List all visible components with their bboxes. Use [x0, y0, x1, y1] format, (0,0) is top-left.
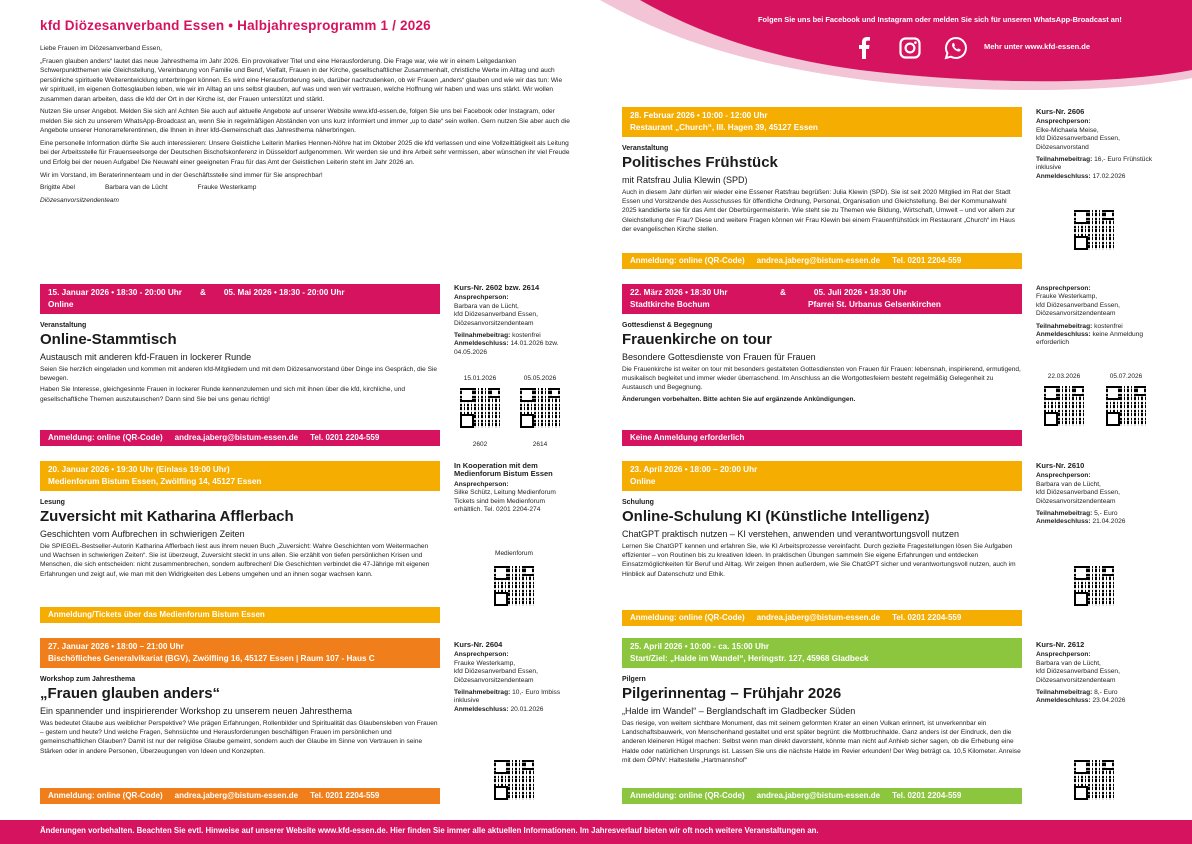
- event-title: Politisches Frühstück: [622, 154, 778, 171]
- event-frauen-glauben-anders: [40, 638, 440, 806]
- event-location: Bischöfliches Generalvikariat (BGV), Zwölfling 16, 45127 Essen | Raum 107 - Haus C: [48, 654, 375, 663]
- email-link[interactable]: andrea.jaberg@bistum-essen.de: [174, 791, 299, 800]
- event-description: [40, 719, 440, 756]
- contact-role: Diözesanvorsitzendenteam: [454, 319, 534, 327]
- signature-name: Frauke Westerkamp: [197, 184, 257, 192]
- phone-number: Tel. 0201 2204-559: [892, 791, 962, 800]
- course-number: Kurs-Nr. 2602 bzw. 2614: [454, 283, 540, 292]
- event-description-text: Was bedeutet Glaube aus weiblicher Perspektive? Wie prägen Erfahrungen, Rollenbilder und Spiritualität das Glaubensleben von Frauen – gestern und heute? Und welche Fragen, Sehnsüchte und Herausforderungen beschäftigen Frauen im persönlichen und gemeinschaftlichen Glauben? Damit ist nur der religiöse Glaube gemeint, sondern auch der Glaube im Sinne von Vertrauen in seine Stärken oder in andere Personen, Überzeugungen von Ideen und Konzepten.: [40, 720, 438, 755]
- event-description-text: Seien Sie herzlich eingeladen und kommen mit anderen kfd-Mitgliedern und mit dem Diözesanvorstand über Dinge ins Gespräch, die Sie bewegen.: [40, 366, 438, 383]
- event-date-bar: [40, 638, 440, 668]
- qr-code-2610[interactable]: [1074, 566, 1114, 606]
- event-category: Schulung: [622, 499, 654, 506]
- contact-label: Ansprechperson:: [1036, 118, 1091, 126]
- fee-value: kostenfrei: [510, 332, 541, 340]
- event-title: Online-Schulung KI (Künstliche Intelligenz): [622, 508, 930, 525]
- fee-value: 16,- Euro Frühstück inklusive: [1036, 156, 1153, 172]
- contact-org: kfd Diözesanverband Essen,: [454, 668, 538, 676]
- qr-date: 05.07.2026: [1109, 373, 1143, 380]
- event-online-schulung-ki: [622, 461, 1022, 627]
- social-banner-text: Folgen Sie uns bei Facebook und Instagram oder melden Sie sich für unseren WhatsApp-Broadcast an!: [758, 15, 1122, 24]
- contact-org: kfd Diözesanverband Essen,: [1036, 301, 1120, 309]
- event-title: Frauenkirche on tour: [622, 331, 773, 348]
- contact-label: Ansprechperson:: [1036, 651, 1091, 659]
- phone-number: Tel. 0201 2204-559: [892, 613, 962, 622]
- event-date: 28. Februar 2026 • 10:00 - 12:00 Uhr: [630, 111, 768, 120]
- event-location: Online: [48, 300, 74, 309]
- fee-label: Teilnahmebeitrag:: [1036, 322, 1093, 330]
- contact-role: Diözesanvorsitzendenteam: [1036, 676, 1116, 684]
- registration-bar: [622, 430, 1022, 446]
- event-description: [622, 188, 1022, 234]
- contact-name: Elke-Michaela Meise,: [1036, 126, 1099, 134]
- qr-caption: 2614: [532, 441, 548, 448]
- qr-code-2602[interactable]: [460, 388, 500, 428]
- event-location: Restaurant „Church“, III. Hagen 39, 45127 Essen: [630, 123, 818, 132]
- deadline-label: Anmeldeschluss:: [1036, 697, 1091, 705]
- event-date: 15. Januar 2026 • 18:30 - 20:00 Uhr: [48, 288, 182, 297]
- event-category: Lesung: [40, 499, 65, 506]
- event-subtitle: Austausch mit anderen kfd-Frauen in lockerer Runde: [40, 352, 252, 362]
- deadline-label: Anmeldeschluss:: [1036, 518, 1091, 526]
- contact-label: Ansprechperson:: [454, 480, 509, 488]
- event-description-text: Haben Sie Interesse, gleichgesinnte Frauen in lockerer Runde kennenzulernen und sich mit ihnen über die kfd, kirchliche, und gesellschaftliche Themen auszutauschen? Dann sind Sie bei uns genau richtig!: [40, 386, 406, 403]
- fee-label: Teilnahmebeitrag:: [1036, 689, 1093, 697]
- event-subtitle: ChatGPT praktisch nutzen – KI verstehen, anwenden und verantwortungsvoll nutzen: [622, 529, 960, 539]
- email-link[interactable]: andrea.jaberg@bistum-essen.de: [756, 613, 881, 622]
- qr-date: 05.05.2026: [523, 375, 557, 382]
- email-link[interactable]: andrea.jaberg@bistum-essen.de: [756, 791, 881, 800]
- event-date-bar: [622, 638, 1022, 668]
- fee-label: Teilnahmebeitrag:: [454, 689, 511, 697]
- event-date-bar: [622, 284, 1022, 314]
- event-location: Start/Ziel: „Halde im Wandel“, Heringstr. 127, 45968 Gladbeck: [630, 654, 869, 663]
- intro-letter: [40, 44, 572, 208]
- registration-label: Anmeldung: online (QR-Code): [630, 791, 745, 800]
- registration-bar[interactable]: [622, 610, 1022, 626]
- event-category: Pilgern: [622, 676, 646, 683]
- qr-caption: Medienforum: [495, 550, 533, 557]
- phone-number: Tel. 0201 2204-559: [892, 256, 962, 265]
- fee-value: 8,- Euro: [1092, 689, 1118, 697]
- contact-org: kfd Diözesanverband Essen,: [1036, 489, 1120, 497]
- qr-date: 22.03.2026: [1047, 373, 1081, 380]
- phone-number: Tel. 0201 2204-559: [310, 433, 380, 442]
- event-subtitle: Geschichten vom Aufbrechen in schwierigen Zeiten: [40, 529, 245, 539]
- contact-role: Diözesanvorsitzendenteam: [454, 676, 534, 684]
- qr-code-frauenkirche-1[interactable]: [1044, 386, 1084, 426]
- qr-code-2614[interactable]: [520, 388, 560, 428]
- course-number: Kurs-Nr. 2612: [1036, 640, 1085, 649]
- event-date: 23. April 2026 • 18:00 – 20:00 Uhr: [630, 465, 758, 474]
- course-number: Kurs-Nr. 2610: [1036, 461, 1085, 470]
- facebook-icon[interactable]: [852, 36, 876, 60]
- signature-name: Barbara van de Lücht: [104, 184, 168, 192]
- ampersand: &: [199, 288, 206, 297]
- registration-bar[interactable]: [622, 253, 1022, 269]
- fee-value: 10,- Euro Imbiss inklusive: [454, 689, 561, 705]
- event-frauenkirche-on-tour: [622, 284, 1022, 450]
- event-date: 05. Juli 2026 • 18:30 Uhr: [813, 288, 907, 297]
- instagram-icon[interactable]: [898, 36, 922, 60]
- contact-role: Diözesanvorsitzendenteam: [1036, 497, 1116, 505]
- fee-label: Teilnahmebeitrag:: [1036, 510, 1093, 518]
- fee-label: Teilnahmebeitrag:: [1036, 156, 1093, 164]
- signature-role: Diözesanvorsitzendenteam: [40, 196, 119, 204]
- qr-code-medienforum[interactable]: [494, 566, 534, 606]
- contact-org: kfd Diözesanverband Essen,: [1036, 135, 1120, 143]
- intro-paragraph: „Frauen glauben anders“ lautet das neue Jahresthema im Jahr 2026. Ein provokativer Titel und eine Herausforderung. Die Frage war, wie wir in einem Leitgedanken Schwerpunktthemen wie Gleichstellung, Vereinbarung von Familie und Beruf, Vielfalt, Frauen in der Kirche, gesellschaftlicher Zusammenhalt, christliche Werte im Alltag und auch persönliche spirituelle Weiterentwicklung unterbringen können. Es wird eine Herausforderung sein, darüber nachzudenken, ob wir Frauen „anders“ glauben und wie wir das tun: Wie wir spirituell, im eigenen Gottesglauben leben, wie wir im Alltag an uns selbst glauben, auf was und wen wir vertrauen, welche Hoffnung wir haben und was uns stärkt. Wir wollen zusammen daran arbeiten, dass die kfd der Ort in der Kirche ist, der Frauen unterstützt und stärkt.: [40, 57, 563, 103]
- course-number: Kurs-Nr. 2604: [454, 640, 503, 649]
- event-description: [40, 542, 440, 579]
- event-date-bar: [40, 284, 440, 314]
- intro-greeting: Liebe Frauen im Diözesanverband Essen,: [40, 45, 162, 52]
- deadline-value: 21.04.2026: [1090, 518, 1126, 526]
- event-location: Online: [630, 477, 656, 486]
- event-date: 25. April 2026 • 10:00 - ca. 15:00 Uhr: [630, 642, 770, 651]
- event-politisches-fruehstueck: [622, 107, 1022, 273]
- contact-name: Barbara van de Lücht,: [1036, 659, 1101, 667]
- event-sidebar: [454, 462, 574, 514]
- event-sidebar: [1036, 641, 1156, 706]
- event-title: Zuversicht mit Katharina Afflerbach: [40, 508, 294, 525]
- email-link[interactable]: andrea.jaberg@bistum-essen.de: [756, 256, 881, 265]
- event-description-text: Das riesige, von weitem sichtbare Monument, das mit seinem geformten Krater an einen Vulkan erinnert, ist unverkennbar ein Landschaftsbauwerk, von Menschenhand gestaltet und erst später begrünt: die Mottbruchhalde. Ganz anders ist der Eindruck, den die anderen kleineren Hügel machen: Selbst wenn man direkt davorsteht, könnte man nicht auf Anhieb sicher sagen, ob die Erhebung eine Halde oder natürlichen Ursprungs ist. Lassen Sie uns die nächste Halde im Revier erkunden! Der Weg beträgt ca. 10,5 Kilometer. Anreise mit dem ÖPNV: Haltestelle „Hartmannshof“: [622, 720, 1021, 764]
- event-location: Stadtkirche Bochum: [630, 300, 710, 309]
- event-description: [622, 719, 1022, 765]
- deadline-value: keine Anmeldung erforderlich: [1036, 331, 1144, 347]
- event-date: 27. Januar 2026 • 18:00 – 21:00 Uhr: [48, 642, 184, 651]
- event-description: [622, 542, 1022, 579]
- qr-code-2604[interactable]: [494, 760, 534, 800]
- event-description: [40, 365, 440, 404]
- registration-bar[interactable]: [622, 788, 1022, 804]
- event-description: [622, 365, 1022, 404]
- deadline-label: Anmeldeschluss:: [454, 340, 509, 348]
- event-subtitle: mit Ratsfrau Julia Klewin (SPD): [622, 175, 748, 185]
- registration-label: Anmeldung: online (QR-Code): [630, 256, 745, 265]
- event-category: Veranstaltung: [40, 322, 87, 329]
- registration-label: Keine Anmeldung erforderlich: [630, 433, 745, 442]
- phone-number: Tel. 0201 2204-559: [310, 791, 380, 800]
- contact-name: Frauke Westerkamp,: [1036, 293, 1098, 301]
- event-title: Online-Stammtisch: [40, 331, 177, 348]
- event-location: Medienforum Bistum Essen, Zwölfling 14, 45127 Essen: [48, 477, 262, 486]
- registration-bar[interactable]: [40, 607, 440, 623]
- contact-name: Barbara van de Lücht,: [454, 302, 519, 310]
- deadline-label: Anmeldeschluss:: [1036, 172, 1091, 180]
- contact-role: Diözesanvorsitzendenteam: [1036, 310, 1116, 318]
- event-sidebar: [454, 284, 574, 357]
- contact-name: Silke Schütz, Leitung Medienforum: [454, 489, 556, 497]
- deadline-value: 14.01.2026 bzw. 04.05.2026: [454, 340, 559, 356]
- event-category: Gottesdienst & Begegnung: [622, 322, 713, 329]
- qr-caption: 2602: [472, 441, 488, 448]
- event-category: Workshop zum Jahresthema: [40, 676, 136, 683]
- intro-paragraph: Nutzen Sie unser Angebot. Melden Sie sich an! Achten Sie auch auf aktuelle Angebote auf unserer Website www.kfd-essen.de, folgen Sie uns bei Facebook oder Instagram, oder melden Sie sich zu unserem WhatsApp-Broadcast an, wenn Sie in regelmäßigen Abständen von uns kurz informiert und immer „up to date“ sein wollen. Gern nutzen Sie aber auch die Angebote unserer Honorarreferentinnen, die Ihnen in ihrer kfd-Gemeinschaft das Jahresthema näherbringen.: [40, 108, 570, 135]
- whatsapp-icon[interactable]: [944, 36, 968, 60]
- qr-code-frauenkirche-2[interactable]: [1106, 386, 1146, 426]
- signature-name: Brigitte Abel: [40, 184, 75, 192]
- event-title: Pilgerinnentag – Frühjahr 2026: [622, 685, 842, 702]
- footer-bar: [0, 820, 1192, 844]
- fee-value: 5,- Euro: [1092, 510, 1118, 518]
- deadline-label: Anmeldeschluss:: [454, 705, 509, 713]
- event-sidebar: [1036, 285, 1156, 348]
- deadline-label: Anmeldeschluss:: [1036, 331, 1091, 339]
- registration-bar[interactable]: [40, 430, 440, 446]
- ampersand: &: [780, 288, 786, 297]
- event-title: „Frauen glauben anders“: [40, 685, 221, 702]
- contact-org: kfd Diözesanverband Essen,: [1036, 668, 1120, 676]
- contact-label: Ansprechperson:: [1036, 285, 1091, 292]
- contact-label: Ansprechperson:: [454, 294, 509, 302]
- contact-org: kfd Diözesanverband Essen,: [454, 311, 538, 319]
- email-link[interactable]: andrea.jaberg@bistum-essen.de: [174, 433, 299, 442]
- fee-label: Teilnahmebeitrag:: [454, 332, 511, 340]
- event-description-text: Die Frauenkirche ist weiter on tour mit besonders gestalteten Gottesdiensten von Frauen für Frauen: lebensnah, inspirierend, ermutigend, musikalisch begleitet und immer wieder überraschend. Im Anschluss an die Wortgottesfeiern besteht regelmäßig Gelegenheit zu Austausch und Begegnung.: [622, 366, 1021, 392]
- event-date-bar: [622, 461, 1022, 491]
- ticket-info: Tickets sind beim Medienforum erhältlich. Tel. 0201 2204-274: [454, 497, 546, 514]
- event-description-text: Die SPIEGEL-Bestseller-Autorin Katharina Afflerbach liest aus ihrem neuen Buch „Zuversicht: Wahre Geschichten vom Weitermachen und Wachsen in schwierigen Zeiten“. Sie ist überzeugt, Zuversicht steckt in uns allen. Sie erzählt von tiefen persönlichen Krisen und Menschen, die sich entscheiden: nicht zusammenbrechen, sondern aufbrechen! Die Geschichten verbindet die 47-Jährige mit eigenen Erfahrungen und zeigt auf, wie man mit den Widrigkeiten des Lebens umgehen und an ihnen sogar wachsen kann.: [40, 543, 430, 578]
- registration-label: Anmeldung: online (QR-Code): [630, 613, 745, 622]
- event-date: 22. März 2026 • 18:30 Uhr: [630, 288, 728, 297]
- event-notice: Änderungen vorbehalten. Bitte achten Sie auf ergänzende Ankündigungen.: [622, 395, 856, 403]
- footer-text: Änderungen vorbehalten. Beachten Sie evtl. Hinweise auf unserer Website www.kfd-essen.de. Hier finden Sie immer alle aktuellen Informationen. Im Jahresverlauf bieten wir oft noch weitere Veranstaltungen an.: [40, 826, 819, 835]
- event-description-text: Auch in diesem Jahr dürfen wir wieder eine Essener Ratsfrau begrüßen: Julia Klewin (SPD). Sie ist seit 2020 Mitglied im Rat der Stadt Essen und Vorsitzende des Ausschusses für öffentliche Ordnung, Personal, Organisation und Gleichstellung. Bei der Kommunalwahl 2025 kandidierte sie für das Amt der Oberbürgermeisterin. Wie steht sie zu Themen wie Bildung, Wirtschaft, Umwelt – und vor allem zur Gleichstellung der Frau? Diese und weitere Fragen können wir Frau Klewin bei einem Frauenfrühstück im Restaurant „Church“ im Haus der evangelischen Kirche stellen.: [622, 189, 1016, 233]
- event-subtitle: Ein spannender und inspirierender Workshop zu unserem neuen Jahresthema: [40, 706, 353, 716]
- qr-date: 15.01.2026: [463, 375, 497, 382]
- contact-label: Ansprechperson:: [1036, 472, 1091, 480]
- event-date-bar: [622, 107, 1022, 137]
- event-date: 05. Mai 2026 • 18:30 - 20:00 Uhr: [223, 288, 345, 297]
- intro-paragraph: Eine personelle Information dürfte Sie auch interessieren: Unsere Geistliche Leiterin Marlies Hennen-Nöhre hat im Oktober 2025 die kfd verlassen und eine Vollzeittätigkeit als Leitung bei der Arbeitsstelle für Frauenseelsorge der Deutschen Bischofskonferenz in Düsseldorf aufgenommen. Wir werden sie und ihre Arbeit sehr vermissen, aber wünschen ihr viel Freude und Erfolg bei der neuen Aufgabe! Die Neuwahl einer geeigneten Frau für das Amt der Geistlichen Leiterin steht im Jahr 2026 an.: [40, 139, 570, 167]
- registration-label: Anmeldung: online (QR-Code): [48, 433, 163, 442]
- registration-label: Anmeldung: online (QR-Code): [48, 791, 163, 800]
- event-online-stammtisch: [40, 284, 440, 450]
- event-description-text: Lernen Sie ChatGPT kennen und erfahren Sie, wie KI Arbeitsprozesse vereinfacht. Durch gezielte Fragestellungen lösen Sie Aufgaben effizienter – von Routinen bis zu kreativen Ideen. In praktischen Übungen sammeln Sie eigene Erfahrungen und entdecken Einsatzmöglichkeiten für Beruf und Alltag. Wir zeigen Ihnen außerdem, wie Sie ChatGPT sicher und verantwortungsvoll nutzen, auch im Hinblick auf Datenschutz und Ethik.: [622, 543, 1016, 578]
- event-date-bar: [40, 461, 440, 491]
- cooperation-note: In Kooperation mit dem Medienforum Bistum Essen: [454, 461, 553, 479]
- contact-name: Barbara van de Lücht,: [1036, 480, 1101, 488]
- deadline-value: 17.02.2026: [1090, 172, 1126, 180]
- qr-code-2612[interactable]: [1074, 760, 1114, 800]
- event-date: 20. Januar 2026 • 19:30 Uhr (Einlass 19:00 Uhr): [48, 465, 230, 474]
- event-category: Veranstaltung: [622, 145, 669, 152]
- website-link[interactable]: Mehr unter www.kfd-essen.de: [984, 42, 1090, 51]
- event-location: Pfarrei St. Urbanus Gelsenkirchen: [808, 300, 941, 309]
- deadline-value: 20.01.2026: [508, 705, 544, 713]
- contact-label: Ansprechperson:: [454, 651, 509, 659]
- event-zuversicht-lesung: [40, 461, 440, 625]
- event-subtitle: „Halde im Wandel“ – Berglandschaft im Gladbecker Süden: [622, 706, 856, 716]
- course-number: Kurs-Nr. 2606: [1036, 107, 1085, 116]
- fee-value: kostenfrei: [1092, 322, 1123, 330]
- event-sidebar: [1036, 462, 1156, 527]
- intro-paragraph: Wir im Vorstand, im Beraterinnenteam und in der Geschäftsstelle sind immer für Sie ansprechbar!: [40, 171, 323, 179]
- registration-bar[interactable]: [40, 788, 440, 804]
- registration-label: Anmeldung/Tickets über das Medienforum Bistum Essen: [48, 610, 265, 619]
- contact-role: Diözesanvorstand: [1036, 143, 1089, 151]
- qr-code-2606[interactable]: [1074, 210, 1114, 250]
- document-title: kfd Diözesanverband Essen • Halbjahresprogramm 1 / 2026: [40, 18, 431, 33]
- event-sidebar: [454, 641, 574, 714]
- event-pilgerinnentag: [622, 638, 1022, 806]
- deadline-value: 23.04.2026: [1090, 697, 1126, 705]
- event-subtitle: Besondere Gottesdienste von Frauen für Frauen: [622, 352, 816, 362]
- contact-name: Frauke Westerkamp,: [454, 659, 516, 667]
- event-sidebar: [1036, 108, 1156, 181]
- signatures: [40, 183, 572, 193]
